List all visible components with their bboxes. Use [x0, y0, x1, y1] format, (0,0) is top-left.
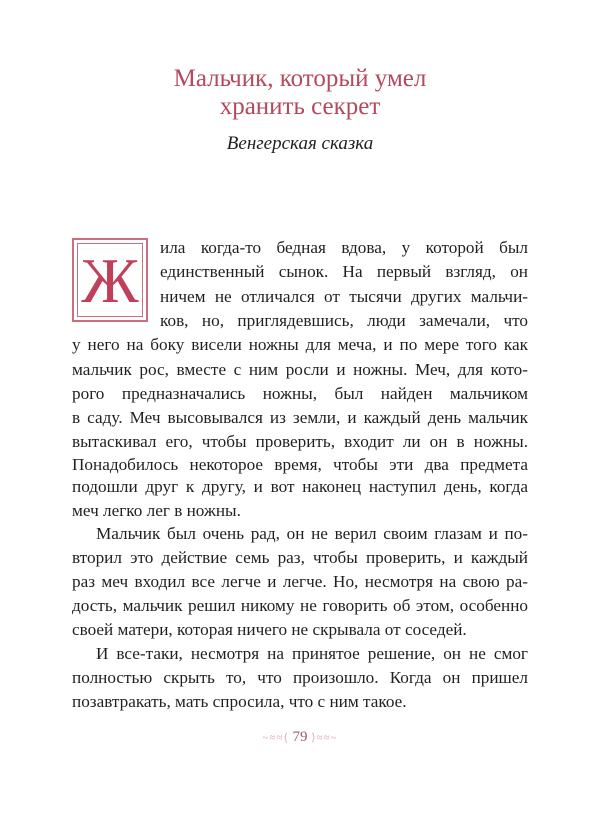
chapter-title-line-1: Мальчик, который умел — [173, 65, 427, 92]
text-line: И все-таки, несмотря на принятое решение, он не смог — [96, 644, 528, 663]
drop-cap — [72, 238, 148, 322]
chapter-subtitle: Венгерская сказка — [226, 133, 374, 154]
page-number-value: 79 — [292, 729, 308, 745]
text-line: единственный сынок. На первый взгляд, он — [160, 262, 528, 281]
text-line: Понадобилось некоторое время, чтобы эти два предмета — [72, 455, 528, 474]
text-line: Мальчик был очень рад, он не верил своим глазам и по- — [96, 524, 528, 543]
page-number — [0, 728, 600, 747]
drop-cap-letter: Ж — [81, 245, 139, 316]
text-line: ничем не отличался от тысячи других мальчи- — [160, 287, 528, 306]
text-line: мальчик рос, вместе с ним росли и ножны. Меч, для кото- — [72, 360, 528, 379]
chapter-title-line-2: хранить секрет — [219, 93, 381, 120]
right-ornament-icon: ⟩≈≈~ — [311, 732, 338, 744]
text-line: позавтракать, мать спросила, что с ним такое. — [72, 692, 407, 711]
text-line: ила когда-то бедная вдова, у которой был — [160, 238, 528, 257]
text-line: своей матери, которая ничего не скрывала от соседей. — [72, 620, 467, 639]
text-line: ков, но, приглядевшись, люди замечали, что — [160, 311, 528, 330]
text-line: рого предназначались ножны, был найден мальчиком — [72, 384, 528, 403]
text-line: дость, мальчик решил никому не говорить об этом, особенно — [72, 596, 528, 615]
text-line: в саду. Меч высовывался из земли, и каждый день мальчик — [72, 408, 528, 427]
text-line: полностью скрыть то, что произошло. Когда он пришел — [72, 668, 528, 687]
left-ornament-icon: ~≈≈⟨ — [262, 732, 289, 744]
text-line: меч легко лег в ножны. — [72, 501, 241, 520]
text-line: вторил это действие семь раз, чтобы проверить, и каждый — [72, 548, 528, 567]
text-line: вытаскивал его, чтобы проверить, входит ли он в ножны. — [72, 432, 528, 451]
text-line: раз меч входил все легче и легче. Но, несмотря на свою ра- — [72, 572, 528, 591]
text-line: подошли друг к другу, и вот наконец наступил день, когда — [72, 477, 528, 496]
text-line: у него на боку висели ножны для меча, и по мере того как — [72, 335, 528, 354]
